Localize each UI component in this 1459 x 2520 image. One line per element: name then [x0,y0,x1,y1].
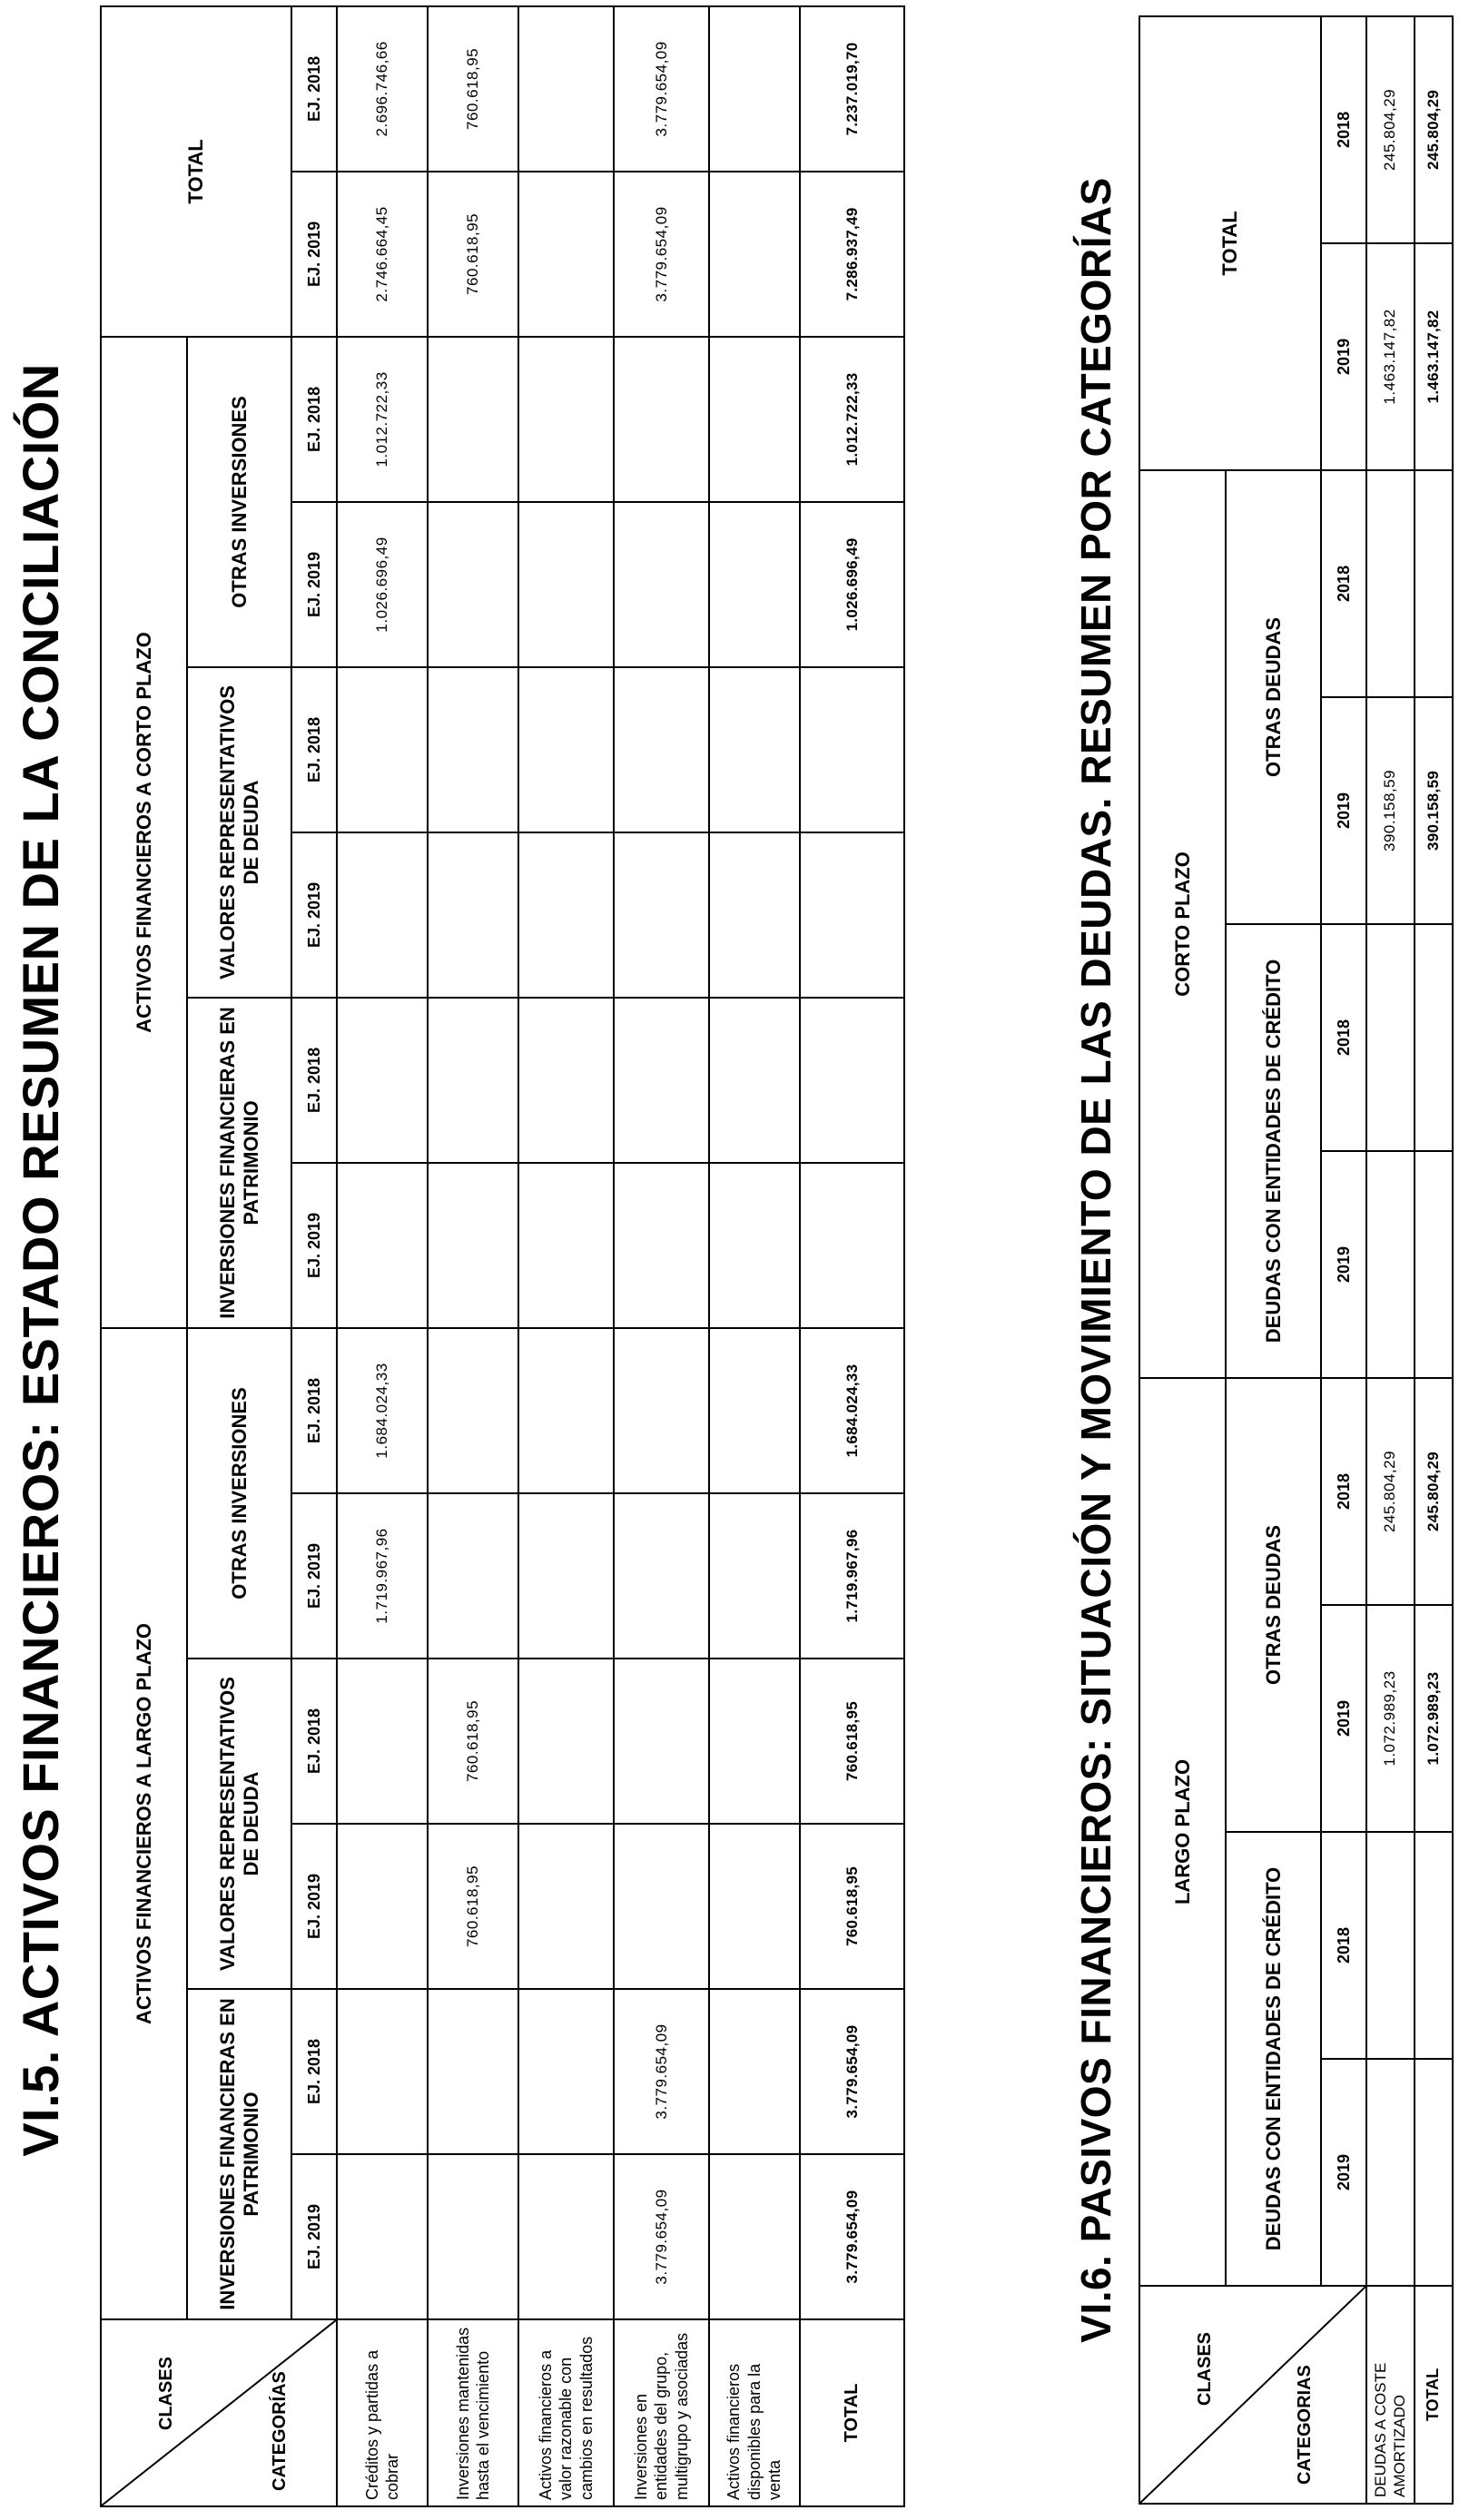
cell [518,1163,614,1328]
cell [518,1989,614,2154]
total-header: TOTAL [101,6,291,337]
year-header: EJ. 2019 [291,2154,337,2319]
year-header: 2018 [1321,1378,1366,1605]
cell [709,1493,800,1659]
total-cell: 760.618,95 [800,1659,904,1824]
cell: 3.779.654,09 [614,1989,709,2154]
cell [709,6,800,172]
cell: 760.618,95 [428,1824,518,1989]
cell [1366,924,1415,1151]
corto-plazo-header: CORTO PLAZO [1139,470,1226,1378]
row-label: Inversiones en entidades del grupo, multigrupo y asociadas [614,2319,709,2506]
total-cell: 1.012.722,33 [800,337,904,502]
cell [518,998,614,1163]
categorias-label: CATEGORÍAS [270,2371,290,2491]
row-label: Inversiones mantenidas hasta el vencimiento [428,2319,518,2506]
cell: 760.618,95 [428,1659,518,1824]
row-label: Activos financieros a valor razonable con cambios en resultados [518,2319,614,2506]
cell [428,667,518,832]
clases-categorias-header [1139,2286,1366,2504]
total-cell [1415,924,1453,1151]
cell [709,1659,800,1824]
row-label: Créditos y partidas a cobrar [337,2319,428,2506]
total-cell: 3.779.654,09 [800,1989,904,2154]
row-label: Activos financieros disponibles para la venta [709,2319,800,2506]
total-cell: 245.804,29 [1415,1378,1453,1605]
year-header: 2019 [1321,1605,1366,1832]
year-header: EJ. 2018 [291,1328,337,1493]
total-cell: 7.237.019,70 [800,6,904,172]
cell [518,1824,614,1989]
year-header: EJ. 2019 [291,502,337,667]
year-header: EJ. 2019 [291,1493,337,1659]
cell [709,337,800,502]
total-cell [800,1163,904,1328]
cell [709,502,800,667]
cell: 245.804,29 [1366,1378,1415,1605]
cell: 1.026.696,49 [337,502,428,667]
total-cell: 1.072.989,23 [1415,1605,1453,1832]
year-header: EJ. 2019 [291,172,337,337]
cell [337,667,428,832]
cp-deudas-credito-header: DEUDAS CON ENTIDADES DE CRÉDITO [1226,924,1321,1378]
cell [518,667,614,832]
table-row [337,6,428,2506]
cell [518,337,614,502]
cell [709,667,800,832]
total-label: TOTAL [800,2319,904,2506]
cell [518,1659,614,1824]
total-cell [800,667,904,832]
year-header: EJ. 2018 [291,998,337,1163]
cell: 390.158,59 [1366,697,1415,924]
cell [709,172,800,337]
cell [1366,1832,1415,2059]
total-cell [800,998,904,1163]
total-cell: 1.463.147,82 [1415,243,1453,470]
cell [428,337,518,502]
cell: 245.804,29 [1366,16,1415,243]
table-row [518,6,614,2506]
lp-inv-patrimonio-header: INVERSIONES FINANCIERAS EN PATRIMONIO [187,1989,291,2319]
cp-inv-patrimonio-header: INVERSIONES FINANCIERAS EN PATRIMONIO [187,998,291,1328]
year-header: EJ. 2018 [291,6,337,172]
table-row [428,6,518,2506]
cell: 3.779.654,09 [614,6,709,172]
total-cell: 245.804,29 [1415,16,1453,243]
cell [337,998,428,1163]
clases-label: CLASES [156,2357,176,2431]
year-header: EJ. 2019 [291,832,337,998]
total-row [1415,16,1453,2504]
cp-valores-deuda-header: VALORES REPRESENTATIVOS DE DEUDA [187,667,291,998]
cp-otras-inversiones-header: OTRAS INVERSIONES [187,337,291,667]
section-vi6-title: VI.6. PASIVOS FINANCIEROS: SITUACIÓN Y MOVIMIENTO DE LAS DEUDAS. RESUMEN POR CATEGORÍAS [1072,177,1119,2343]
cell [614,1328,709,1493]
cell [518,2154,614,2319]
section-vi6 [1071,0,1459,2520]
cell [428,998,518,1163]
cell: 760.618,95 [428,172,518,337]
table-row [709,6,800,2506]
cell [518,502,614,667]
total-cell: 3.779.654,09 [800,2154,904,2319]
year-header: 2019 [1321,1151,1366,1378]
year-header: 2018 [1321,924,1366,1151]
total-cell: 760.618,95 [800,1824,904,1989]
cell [709,1824,800,1989]
cell [614,832,709,998]
cell: 1.719.967,96 [337,1493,428,1659]
cell [428,1989,518,2154]
cell [518,172,614,337]
cell: 3.779.654,09 [614,2154,709,2319]
largo-plazo-header: LARGO PLAZO [1139,1378,1226,2286]
year-header: EJ. 2019 [291,1163,337,1328]
cell [614,998,709,1163]
cell: 2.696.746,66 [337,6,428,172]
cell [337,2154,428,2319]
cell [337,1824,428,1989]
row-label: DEUDAS A COSTE AMORTIZADO [1366,2286,1415,2504]
cell [428,502,518,667]
year-header: EJ. 2018 [291,667,337,832]
cell [709,998,800,1163]
cell [337,1163,428,1328]
total-cell [1415,1832,1453,2059]
year-header: 2018 [1321,470,1366,697]
cell: 1.684.024,33 [337,1328,428,1493]
total-cell [1415,1151,1453,1378]
diagonal-divider [1140,2287,1365,2503]
cell [428,1163,518,1328]
cell [518,1493,614,1659]
diagonal-divider [102,2320,336,2505]
cell [614,667,709,832]
cell [614,502,709,667]
cell [614,1493,709,1659]
year-header: EJ. 2018 [291,1989,337,2154]
total-cell: 1.684.024,33 [800,1328,904,1493]
cell [1366,470,1415,697]
cell [518,832,614,998]
cell [337,1989,428,2154]
cell [337,832,428,998]
lp-deudas-credito-header: DEUDAS CON ENTIDADES DE CRÉDITO [1226,1832,1321,2286]
cell [518,6,614,172]
clases-label: CLASES [1195,2332,1215,2407]
year-header: 2019 [1321,697,1366,924]
cell [614,337,709,502]
cell [709,832,800,998]
total-cell: 1.719.967,96 [800,1493,904,1659]
total-cell [1415,2059,1453,2286]
total-cell: 7.286.937,49 [800,172,904,337]
year-header: EJ. 2018 [291,1659,337,1824]
total-header: TOTAL [1139,16,1321,470]
cell: 1.463.147,82 [1366,243,1415,470]
table-row [614,6,709,2506]
cell: 760.618,95 [428,6,518,172]
cell: 1.012.722,33 [337,337,428,502]
cell: 1.072.989,23 [1366,1605,1415,1832]
cell [614,1163,709,1328]
cell [709,1328,800,1493]
largo-plazo-header: ACTIVOS FINANCIEROS A LARGO PLAZO [101,1328,187,2319]
pasivos-financieros-table [1139,15,1454,2505]
year-header: EJ. 2018 [291,337,337,502]
total-cell [800,832,904,998]
cell [614,1824,709,1989]
year-header: 2018 [1321,1832,1366,2059]
cell: 3.779.654,09 [614,172,709,337]
activos-financieros-table [100,5,905,2507]
year-header: EJ. 2019 [291,1824,337,1989]
total-label: TOTAL [1415,2286,1453,2504]
cell [1366,1151,1415,1378]
cell [709,1989,800,2154]
cell [428,2154,518,2319]
year-header: 2018 [1321,16,1366,243]
lp-valores-deuda-header: VALORES REPRESENTATIVOS DE DEUDA [187,1659,291,1989]
total-cell: 390.158,59 [1415,697,1453,924]
cell [428,1493,518,1659]
cell [709,1163,800,1328]
total-cell: 1.026.696,49 [800,502,904,667]
cell: 2.746.664,45 [337,172,428,337]
cell [1366,2059,1415,2286]
cell [518,1328,614,1493]
cp-otras-deudas-header: OTRAS DEUDAS [1226,470,1321,924]
cell [428,1328,518,1493]
categorias-label: CATEGORIAS [1295,2365,1315,2485]
cell [428,832,518,998]
lp-otras-inversiones-header: OTRAS INVERSIONES [187,1328,291,1659]
year-header: 2019 [1321,2059,1366,2286]
section-vi5-title: VI.5. ACTIVOS FINANCIEROS: ESTADO RESUMEN DE LA CONCILIACIÓN [12,363,69,2157]
clases-categorias-header [101,2319,337,2506]
cell [709,2154,800,2319]
lp-otras-deudas-header: OTRAS DEUDAS [1226,1378,1321,1832]
year-header: 2019 [1321,243,1366,470]
total-cell [1415,470,1453,697]
total-row [800,6,904,2506]
corto-plazo-header: ACTIVOS FINANCIEROS A CORTO PLAZO [101,337,187,1328]
cell [614,1659,709,1824]
table-row [1366,16,1415,2504]
cell [337,1659,428,1824]
